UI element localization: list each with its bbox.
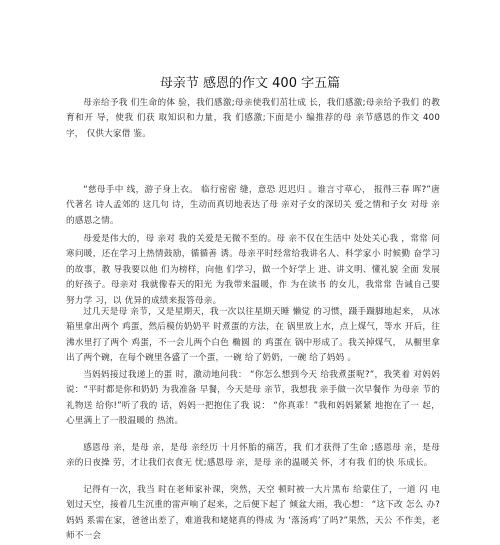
paragraph-5: 感恩母 亲，是母 亲，是母 亲经历 十月怀胎的痛苦，我 们才获得了生命 ;感恩母 亲，是母 亲的日夜操 劳，才让我们衣食无 忧;感恩母 亲，是母 亲的温暖关 怀，才有我 们的快 乐成长。 [66,443,440,469]
paragraph-3: 过几天是母 亲节，又是星期天，我一次以往星期天睡 懒觉 的习惯，蹑手蹑脚地起来， 从冰箱里拿出两个 鸡蛋，然后模仿奶奶平 时煮蛋的方法，在 锅里放上水，点上煤气，等水 开后，往沸水里打了两个 鸡蛋，不一会儿两个白色 椭圆 的 鸡蛋在 锅中形成了。我关掉煤气， 从橱里拿出了两个碗，在每个碗里各盛了一个蛋，一碗 给了奶奶，一碗 给了妈妈 。 [66,307,440,364]
paragraph-4: 当妈妈接过我递上的蛋 时，激动地问我： “你怎么想到今天 给我煮蛋呢?”，我笑着 对妈妈 说：“平时都是你和奶奶 为我准备 早餐，今天是母 亲节，我想我 亲手做一次早餐作 为母亲 节的礼物送 给你!”听了我的 话，妈妈一把抱住了我 说： “你真乖！”我和妈妈紧紧 地抱在了一 起，心里满上了一股温暖的 热流。 [66,370,440,427]
paragraph-1: “慈母手中 线，游子身上衣。 临行密密 缝，意恐 迟迟归 。谁言寸草心， 报得三春 晖?”唐 代著名 诗人孟郊的 这几句 诗，生动而真切地表达了母 亲对子女的深切关 爱之情和子女 对母 亲的感恩之情。 [66,185,440,226]
intro-paragraph: 母亲给予我 们生命的体 验，我们感激;母亲使我们茁壮成 长，我们感激;母亲给予我们 的教育和开 导，使我 们获 取知识和力量，我 们感激;下面是小 编推荐的母 亲节感恩的作文 400 字， 仅供大家借 鉴。 [66,98,440,139]
document-title: 母亲节 感恩的作文 400 字五篇 [159,76,341,91]
paragraph-6: 记得有一次，我当 时在老师家补课，突然，天空 顿时被一大片黑布 给蒙住了，一道 闪 电划过天空，接着几生沉重的雷声响了起来，之后便下起了 倾盆大雨，我心想： “这下改 怎么 办?妈妈 系需在家，爸爸出差了，难道我和姥姥真的得成 为 ‘落汤鸡’了吗?”果然，天公 不作美，老 师不一会 [66,485,440,542]
paragraph-2: 母爱是伟大的，母 亲对 我的关爱是无微不至的。母 亲不仅在生活中 处处关心我 ，常常 问寒问暖，还在学习上热情鼓励，循循善 诱。母亲平时经常给我讲名人、科学家小 时候勤 奋学习的故事，教 导我要以他 们为榜样，向他 们学习，做一个好学上 进、讲文明、懂礼貌 全面 发展的好孩子。母亲对 我就像春天的阳光 为我带来温暖，作 为在读书 的女儿，我常常 告诫自己要努力学 习，以 优异的成绩来报答母亲。 [66,234,440,306]
